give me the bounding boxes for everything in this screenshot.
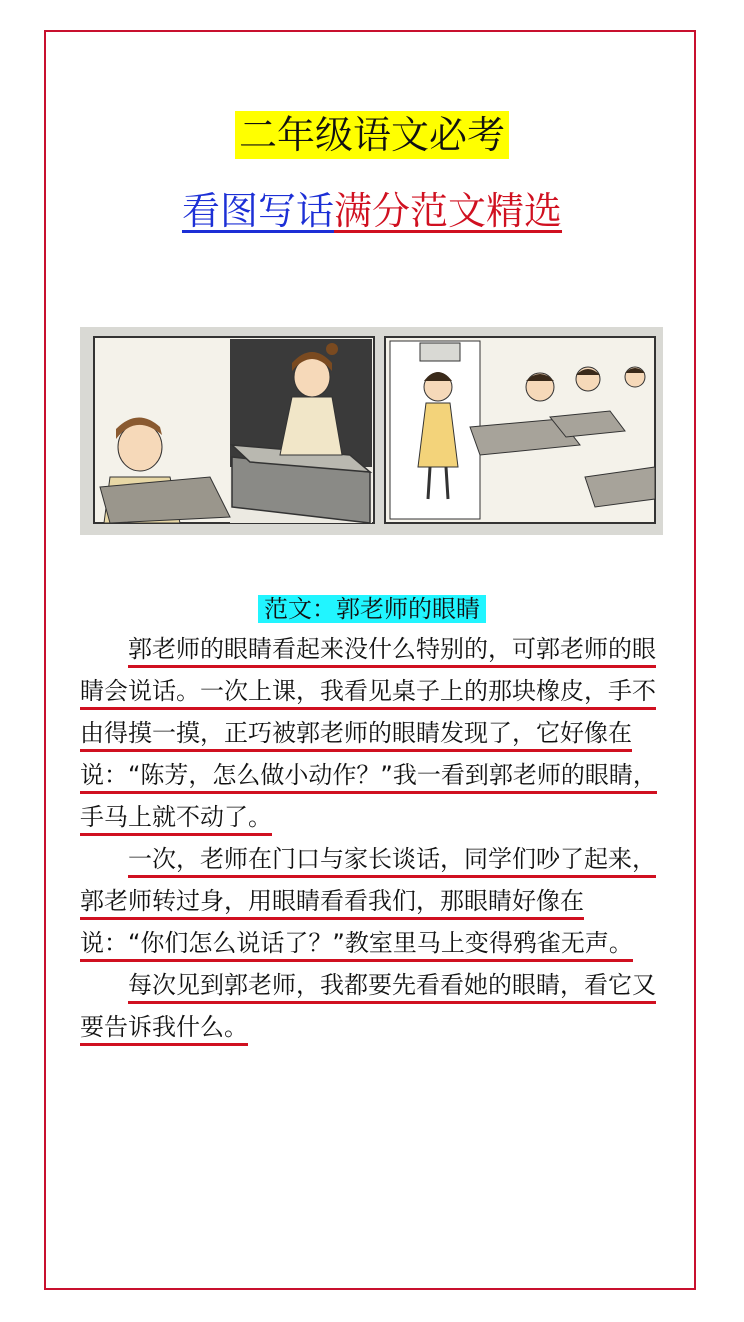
title-line-1 xyxy=(0,106,744,164)
paragraph-2-text: 一次，老师在门口与家长谈话，同学们吵了起来，郭老师转过身，用眼睛看看我们，那眼睛好像在说：“你们怎么说话了？”教室里马上变得鸦雀无声。 xyxy=(80,845,656,962)
essay-body xyxy=(80,628,658,1048)
caption-text: 范文：郭老师的眼睛 xyxy=(258,595,486,623)
title-blue-part: 看图写话 xyxy=(181,189,334,233)
paragraph-1-text: 郭老师的眼睛看起来没什么特别的，可郭老师的眼睛会说话。一次上课，我看见桌子上的那块橡皮，手不由得摸一摸，正巧被郭老师的眼睛发现了，它好像在说：“陈芳，怎么做小动作？”我一看到郭老师的眼睛，手马上就不动了。 xyxy=(80,635,657,836)
title-line-2 xyxy=(0,186,744,236)
essay-caption xyxy=(0,591,744,627)
title-red-part: 满分范文精选 xyxy=(334,189,563,233)
paragraph-3-text: 每次见到郭老师，我都要先看看她的眼睛，看它又要告诉我什么。 xyxy=(80,971,656,1046)
essay-paragraph-1 xyxy=(80,628,658,838)
essay-paragraph-3 xyxy=(80,964,658,1048)
essay-paragraph-2 xyxy=(80,838,658,964)
title-highlight: 二年级语文必考 xyxy=(235,111,509,159)
comic-illustration xyxy=(80,327,663,535)
